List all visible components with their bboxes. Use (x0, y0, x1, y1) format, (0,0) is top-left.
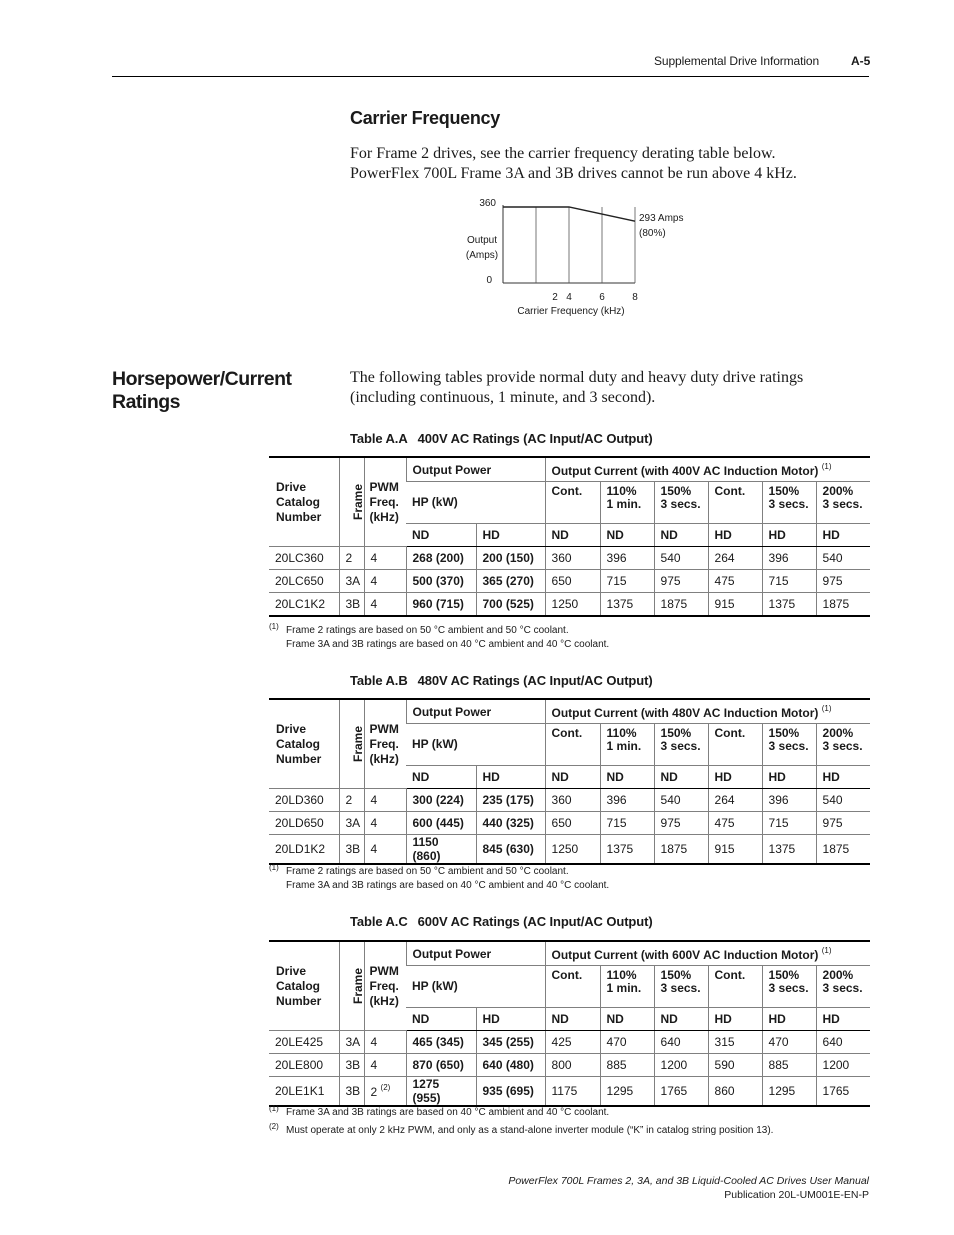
table-row (269, 1054, 870, 1077)
footnote-marker: (1) (269, 622, 279, 631)
table-cell: 1375 (762, 835, 816, 865)
header-duty-hd: HD (476, 1008, 545, 1031)
table-cell: 465 (345) (406, 1031, 476, 1054)
table-cell: 500 (370) (406, 570, 476, 593)
table-cell: 845 (630) (476, 835, 545, 865)
table-cell: 1175 (545, 1077, 600, 1107)
table-cell: 360 (545, 547, 600, 570)
table-cell: 640 (480) (476, 1054, 545, 1077)
table-cell: 20LC360 (269, 547, 339, 570)
table-cell: 3B (339, 593, 364, 617)
table-row (269, 570, 870, 593)
header-duty-nd: ND (545, 1008, 600, 1031)
table-cell: 800 (545, 1054, 600, 1077)
table-cell: 264 (708, 789, 762, 812)
table-cell: 2 $^{(2)}$ (364, 1077, 406, 1107)
hp-ratings-paragraph-line2: (including continuous, 1 minute, and 3 second). (350, 389, 656, 406)
table-caption-number: Table A.C (350, 914, 408, 929)
table-cell: 1765 (816, 1077, 870, 1107)
header-nd-110: 110% 1 min. (600, 724, 654, 766)
table-cell: 1295 (762, 1077, 816, 1107)
header-nd-cont: Cont. (545, 724, 600, 766)
header-duty-nd: ND (654, 766, 708, 789)
header-duty-nd: ND (545, 766, 600, 789)
table-cell: 975 (816, 812, 870, 835)
footnote-line: Frame 2 ratings are based on 50 °C ambient and 50 °C coolant. (286, 625, 569, 636)
table-caption-title: 600V AC Ratings (AC Input/AC Output) (417, 914, 653, 929)
header-hp-kw: HP (kW) (406, 966, 545, 1008)
chart-annotation: (80%) (639, 228, 666, 239)
header-output-current: Output Current (with 480V AC Induction Motor) $^{(1)}$ (545, 699, 870, 724)
table-c-footnote-2 (269, 1122, 886, 1138)
table-cell: 1375 (600, 593, 654, 617)
header-hd-200: 200% 3 secs. (816, 724, 870, 766)
header-hd-150: 150% 3 secs. (762, 482, 816, 524)
table-cell: 200 (150) (476, 547, 545, 570)
table-cell: 20LC1K2 (269, 593, 339, 617)
table-cell: 20LD1K2 (269, 835, 339, 865)
table-cell: 440 (325) (476, 812, 545, 835)
table-cell: 3A (339, 570, 364, 593)
x-tick-label: 6 (599, 292, 605, 303)
table-b-caption (350, 673, 653, 688)
table-cell: 885 (600, 1054, 654, 1077)
table-cell: 1200 (654, 1054, 708, 1077)
table-caption-title: 480V AC Ratings (AC Input/AC Output) (417, 673, 653, 688)
table-cell: 640 (816, 1031, 870, 1054)
header-duty-hd: HD (762, 524, 816, 547)
header-drive-catalog-number: Drive Catalog Number (269, 699, 339, 789)
header-hd-150: 150% 3 secs. (762, 724, 816, 766)
table-cell: 1875 (654, 835, 708, 865)
footnote-marker: (2) (269, 1122, 279, 1131)
table-cell: 885 (762, 1054, 816, 1077)
table-cell: 470 (600, 1031, 654, 1054)
table-cell: 915 (708, 835, 762, 865)
header-pwm-freq: PWM Freq. (kHz) (364, 941, 406, 1031)
table-cell: 1295 (600, 1077, 654, 1107)
table-cell: 4 (364, 547, 406, 570)
hp-ratings-heading-line1: Horsepower/Current (112, 368, 292, 390)
table-row (269, 547, 870, 570)
table-cell: 1250 (545, 835, 600, 865)
header-nd-150: 150% 3 secs. (654, 482, 708, 524)
table-cell: 3B (339, 835, 364, 865)
table-row (269, 812, 870, 835)
table-cell: 540 (654, 547, 708, 570)
ratings-table-400v (269, 456, 870, 617)
ratings-table-480v (269, 698, 870, 865)
header-frame: Frame (339, 457, 364, 547)
y-axis-label: Output (466, 235, 498, 246)
table-cell: 4 (364, 835, 406, 865)
header-rule (112, 76, 869, 77)
table-cell: 935 (695) (476, 1077, 545, 1107)
table-cell: 470 (762, 1031, 816, 1054)
table-cell: 425 (545, 1031, 600, 1054)
table-cell: 590 (708, 1054, 762, 1077)
table-cell: 20LE1K1 (269, 1077, 339, 1107)
table-cell: 315 (708, 1031, 762, 1054)
carrier-frequency-heading: Carrier Frequency (350, 108, 500, 128)
header-duty-nd: ND (600, 524, 654, 547)
footnote-line: Frame 2 ratings are based on 50 °C ambient and 50 °C coolant. (286, 866, 569, 877)
x-axis-label: Carrier Frequency (kHz) (517, 306, 625, 317)
hp-ratings-paragraph (350, 368, 803, 408)
table-cell: 1875 (654, 593, 708, 617)
footnote-marker: (1) (269, 863, 279, 872)
table-cell: 20LE800 (269, 1054, 339, 1077)
table-cell: 700 (525) (476, 593, 545, 617)
table-cell: 4 (364, 1031, 406, 1054)
header-nd-150: 150% 3 secs. (654, 724, 708, 766)
table-cell: 975 (654, 812, 708, 835)
header-duty-hd: HD (816, 1008, 870, 1031)
table-cell: 915 (708, 593, 762, 617)
table-cell: 268 (200) (406, 547, 476, 570)
footer-manual-title: PowerFlex 700L Frames 2, 3A, and 3B Liquid-Cooled AC Drives User Manual (508, 1175, 869, 1187)
table-cell: 1375 (762, 593, 816, 617)
header-duty-hd: HD (762, 766, 816, 789)
hp-ratings-heading (112, 368, 292, 414)
table-cell: 650 (545, 812, 600, 835)
header-duty-nd: ND (545, 524, 600, 547)
table-cell: 1200 (816, 1054, 870, 1077)
table-cell: 264 (708, 547, 762, 570)
carrier-paragraph (350, 144, 797, 184)
header-nd-150: 150% 3 secs. (654, 966, 708, 1008)
header-duty-hd: HD (762, 1008, 816, 1031)
header-output-power: Output Power (406, 457, 545, 482)
chart-annotation: 293 Amps (639, 213, 684, 224)
table-cell: 4 (364, 570, 406, 593)
table-cell: 4 (364, 1054, 406, 1077)
table-cell: 3A (339, 1031, 364, 1054)
header-output-power: Output Power (406, 941, 545, 966)
table-cell: 1875 (816, 835, 870, 865)
header-duty-nd: ND (654, 1008, 708, 1031)
header-duty-hd: HD (816, 524, 870, 547)
header-nd-110: 110% 1 min. (600, 482, 654, 524)
hp-ratings-paragraph-line1: The following tables provide normal duty and heavy duty drive ratings (350, 369, 804, 386)
y-tick-label: 360 (479, 198, 496, 209)
table-cell: 1875 (816, 593, 870, 617)
header-hd-200: 200% 3 secs. (816, 966, 870, 1008)
footnote-line: Frame 3A and 3B ratings are based on 40 °C ambient and 40 °C coolant. (286, 1107, 610, 1118)
carrier-paragraph-line1: For Frame 2 drives, see the carrier frequency derating table below. (350, 145, 776, 162)
table-caption-number: Table A.B (350, 673, 408, 688)
header-duty-nd: ND (406, 1008, 476, 1031)
table-cell: 396 (600, 547, 654, 570)
table-row (269, 835, 870, 865)
header-duty-hd: HD (708, 766, 762, 789)
x-tick-label: 4 (566, 292, 572, 303)
table-caption-title: 400V AC Ratings (AC Input/AC Output) (417, 431, 653, 446)
table-cell: 4 (364, 789, 406, 812)
table-cell: 3B (339, 1054, 364, 1077)
table-cell: 3B (339, 1077, 364, 1107)
header-duty-hd: HD (708, 1008, 762, 1031)
table-cell: 396 (762, 547, 816, 570)
table-cell: 365 (270) (476, 570, 545, 593)
table-cell: 2 (339, 547, 364, 570)
derating-chart (455, 195, 695, 320)
table-cell: 4 (364, 593, 406, 617)
table-cell: 1150 (860) (406, 835, 476, 865)
header-duty-nd: ND (600, 766, 654, 789)
table-row (269, 593, 870, 617)
table-cell: 600 (445) (406, 812, 476, 835)
header-duty-hd: HD (476, 766, 545, 789)
ratings-table-600v (269, 940, 870, 1107)
table-caption-number: Table A.A (350, 431, 408, 446)
table-cell: 360 (545, 789, 600, 812)
header-duty-nd: ND (654, 524, 708, 547)
page-footer (508, 1174, 869, 1202)
footnote-marker: (1) (269, 1104, 279, 1113)
table-cell: 715 (600, 812, 654, 835)
table-cell: 396 (600, 789, 654, 812)
y-tick-label: 0 (486, 275, 492, 286)
table-cell: 650 (545, 570, 600, 593)
header-pwm-freq: PWM Freq. (kHz) (364, 699, 406, 789)
header-hp-kw: HP (kW) (406, 724, 545, 766)
table-cell: 715 (600, 570, 654, 593)
x-tick-label: 2 (552, 292, 558, 303)
header-duty-nd: ND (406, 524, 476, 547)
table-c-footnote-1 (269, 1104, 886, 1120)
table-row (269, 1031, 870, 1054)
table-cell: 540 (816, 789, 870, 812)
header-hd-200: 200% 3 secs. (816, 482, 870, 524)
table-cell: 20LE425 (269, 1031, 339, 1054)
table-row (269, 1077, 870, 1107)
header-hd-cont: Cont. (708, 482, 762, 524)
table-cell: 975 (654, 570, 708, 593)
header-duty-hd: HD (816, 766, 870, 789)
header-duty-hd: HD (476, 524, 545, 547)
running-header: Supplemental Drive Information (654, 54, 820, 68)
header-frame: Frame (339, 699, 364, 789)
table-cell: 300 (224) (406, 789, 476, 812)
table-cell: 2 (339, 789, 364, 812)
footer-publication-number: Publication 20L-UM001E-EN-P (724, 1189, 869, 1201)
table-cell: 475 (708, 570, 762, 593)
header-drive-catalog-number: Drive Catalog Number (269, 941, 339, 1031)
table-cell: 3A (339, 812, 364, 835)
header-hd-cont: Cont. (708, 724, 762, 766)
header-frame: Frame (339, 941, 364, 1031)
table-a-caption (350, 431, 653, 446)
table-cell: 20LD360 (269, 789, 339, 812)
hp-ratings-heading-line2: Ratings (112, 391, 181, 413)
table-cell: 1765 (654, 1077, 708, 1107)
table-cell: 975 (816, 570, 870, 593)
table-cell: 235 (175) (476, 789, 545, 812)
table-cell: 860 (708, 1077, 762, 1107)
header-hd-cont: Cont. (708, 966, 762, 1008)
table-cell: 540 (816, 547, 870, 570)
header-duty-nd: ND (600, 1008, 654, 1031)
table-a-footnote (269, 622, 886, 652)
table-cell: 960 (715) (406, 593, 476, 617)
table-cell: 4 (364, 812, 406, 835)
table-cell: 1275 (955) (406, 1077, 476, 1107)
table-cell: 20LD650 (269, 812, 339, 835)
table-row (269, 789, 870, 812)
header-output-current: Output Current (with 600V AC Induction Motor) $^{(1)}$ (545, 941, 870, 966)
header-hd-150: 150% 3 secs. (762, 966, 816, 1008)
table-cell: 475 (708, 812, 762, 835)
footnote-line: Frame 3A and 3B ratings are based on 40 °C ambient and 40 °C coolant. (286, 880, 610, 891)
header-duty-nd: ND (406, 766, 476, 789)
header-output-current: Output Current (with 400V AC Induction Motor) $^{(1)}$ (545, 457, 870, 482)
footnote-line: Frame 3A and 3B ratings are based on 40 °C ambient and 40 °C coolant. (286, 639, 610, 650)
header-nd-110: 110% 1 min. (600, 966, 654, 1008)
table-cell: 870 (650) (406, 1054, 476, 1077)
table-cell: 345 (255) (476, 1031, 545, 1054)
table-cell: 20LC650 (269, 570, 339, 593)
table-cell: 1375 (600, 835, 654, 865)
table-c-caption (350, 914, 653, 929)
carrier-paragraph-line2: PowerFlex 700L Frame 3A and 3B drives cannot be run above 4 kHz. (350, 165, 797, 182)
table-cell: 640 (654, 1031, 708, 1054)
header-nd-cont: Cont. (545, 966, 600, 1008)
footnote-ref: (2) (380, 1083, 391, 1092)
table-cell: 396 (762, 789, 816, 812)
header-drive-catalog-number: Drive Catalog Number (269, 457, 339, 547)
table-cell: 1250 (545, 593, 600, 617)
table-cell: 715 (762, 812, 816, 835)
page-number: A-5 (851, 54, 871, 68)
header-output-power: Output Power (406, 699, 545, 724)
header-pwm-freq: PWM Freq. (kHz) (364, 457, 406, 547)
header-duty-hd: HD (708, 524, 762, 547)
header-nd-cont: Cont. (545, 482, 600, 524)
y-axis-label: (Amps) (465, 250, 499, 261)
table-b-footnote (269, 863, 886, 893)
footnote-line: Must operate at only 2 kHz PWM, and only as a stand-alone inverter module (“K” in catalog string position 13). (286, 1125, 774, 1136)
x-tick-label: 8 (632, 292, 638, 303)
table-cell: 715 (762, 570, 816, 593)
table-cell: 540 (654, 789, 708, 812)
header-hp-kw: HP (kW) (406, 482, 545, 524)
